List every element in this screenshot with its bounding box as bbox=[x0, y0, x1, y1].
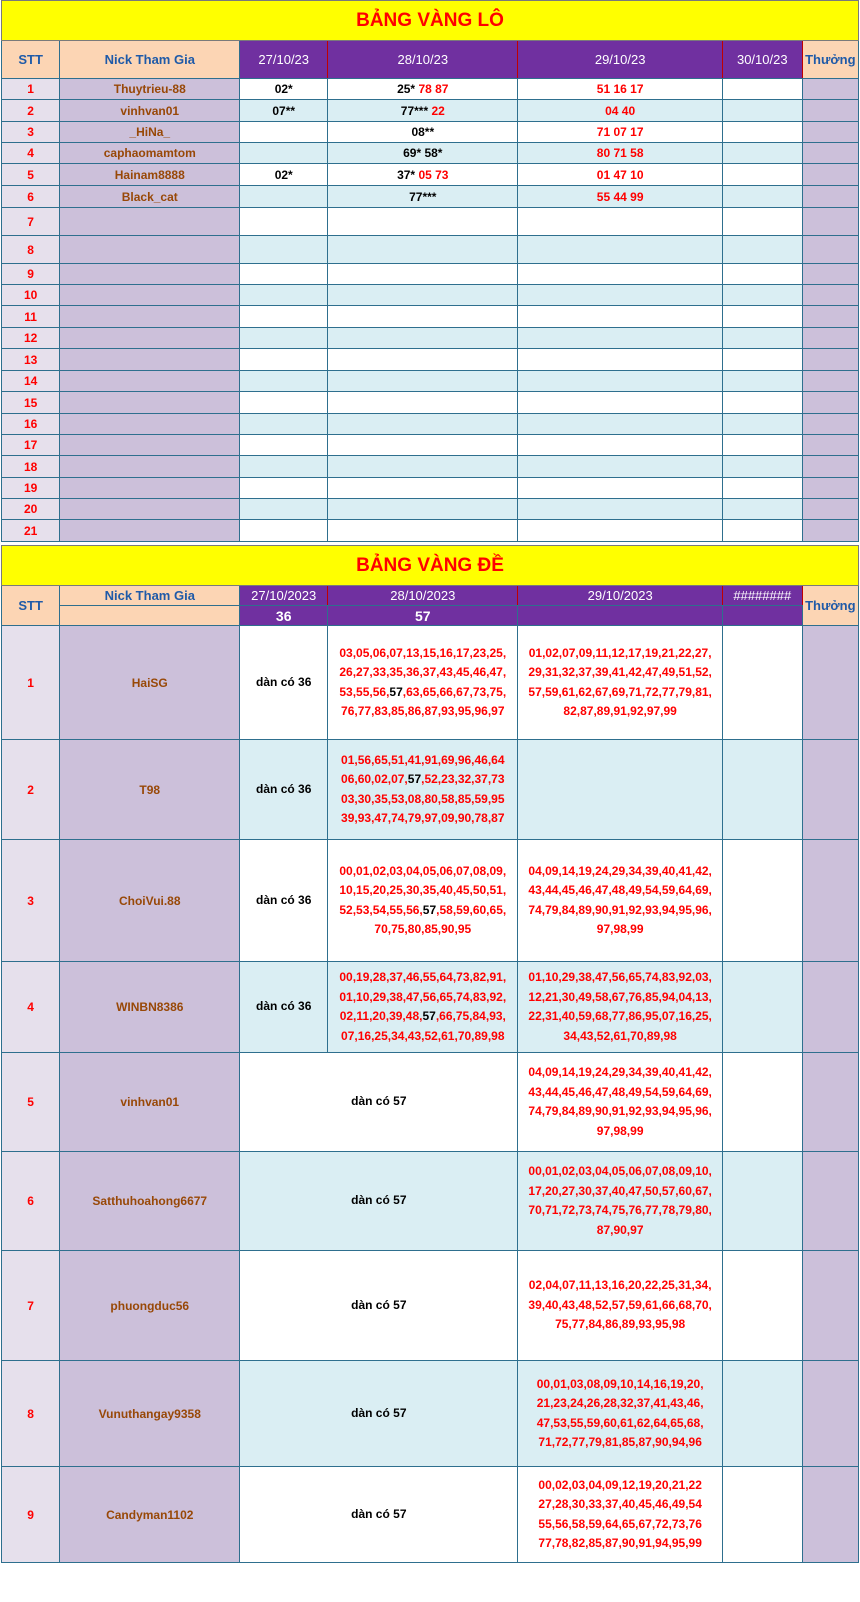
lo-row bbox=[2, 264, 859, 285]
lo-row-date-1 bbox=[240, 208, 328, 236]
lo-row-stt: 16 bbox=[2, 414, 60, 435]
de-row bbox=[2, 962, 859, 1053]
lo-row-nick bbox=[60, 264, 240, 285]
lo-row-date-4 bbox=[722, 208, 802, 236]
lo-row-date-3 bbox=[518, 328, 723, 349]
de-row-date-2-pre: 01,56,65,51,41,91,69,96,46,64 06,60,02,07, bbox=[341, 752, 505, 786]
de-row-date-1-2: dàn có 57 bbox=[240, 1053, 518, 1152]
lo-row-date-1 bbox=[240, 371, 328, 392]
de-row-nick: ChoiVui.88 bbox=[60, 840, 240, 962]
lo-row-stt: 6 bbox=[2, 186, 60, 208]
de-row-date-2-pre: 00,19,28,37,46,55,64,73,82,91, 01,10,29,38,47,56,65,74,83,92, 02,11,20,39,48, bbox=[339, 970, 507, 1023]
lo-header-nick: Nick Tham Gia bbox=[60, 41, 240, 79]
lo-header-thuong: Thưởng bbox=[802, 41, 858, 79]
lo-row-thuong bbox=[802, 164, 858, 186]
lo-row-thuong bbox=[802, 122, 858, 143]
de-row-nick: Satthuhoahong6677 bbox=[60, 1152, 240, 1251]
lo-row-date-2 bbox=[328, 306, 518, 328]
lo-row-thuong bbox=[802, 520, 858, 542]
de-row-date-1-2: dàn có 57 bbox=[240, 1251, 518, 1361]
lo-row-nick: Thuytrieu-88 bbox=[60, 79, 240, 100]
de-row-thuong bbox=[802, 740, 858, 840]
lo-row bbox=[2, 79, 859, 100]
de-header-thuong: Thưởng bbox=[802, 586, 858, 626]
de-header-nick-sub bbox=[60, 606, 240, 626]
lo-row-date-2 bbox=[328, 285, 518, 306]
lo-row-date-2 bbox=[328, 478, 518, 499]
de-row-date-3: 01,02,07,09,11,12,17,19,21,22,27, 29,31,32,37,39,41,42,47,49,51,52, 57,59,61,62,67,69,71,72,77,79,81, 82,87,89,91,92,97,99 bbox=[518, 626, 723, 740]
de-row-thuong bbox=[802, 1251, 858, 1361]
de-row bbox=[2, 1361, 859, 1467]
lo-row-date-4 bbox=[722, 520, 802, 542]
lo-row bbox=[2, 520, 859, 542]
lo-row-date-2-hits: 78 87 bbox=[415, 82, 449, 96]
lo-row bbox=[2, 164, 859, 186]
lo-row-date-2-hits: 22 bbox=[428, 103, 445, 118]
de-row-date-1-2: dàn có 57 bbox=[240, 1467, 518, 1563]
de-row-date-2 bbox=[328, 626, 518, 740]
lo-row-date-4 bbox=[722, 164, 802, 186]
lo-row-date-1: 02* bbox=[240, 79, 328, 100]
lo-row-date-4 bbox=[722, 143, 802, 164]
lo-row-nick bbox=[60, 371, 240, 392]
de-result-4 bbox=[722, 606, 802, 626]
lo-row-thuong bbox=[802, 328, 858, 349]
lo-row-date-2 bbox=[328, 186, 518, 208]
lo-row-stt: 13 bbox=[2, 349, 60, 371]
de-row-stt: 4 bbox=[2, 962, 60, 1053]
lo-row-date-1 bbox=[240, 414, 328, 435]
lo-row-stt: 1 bbox=[2, 79, 60, 100]
lo-row-stt: 17 bbox=[2, 435, 60, 456]
lo-row-date-3 bbox=[518, 236, 723, 264]
lo-row-nick bbox=[60, 208, 240, 236]
de-header-date-1: 27/10/2023 bbox=[240, 586, 328, 606]
de-header-date-4: ######## bbox=[722, 586, 802, 606]
lo-row-date-1 bbox=[240, 186, 328, 208]
lo-row-date-3: 01 47 10 bbox=[518, 164, 723, 186]
lo-row-date-3: 55 44 99 bbox=[518, 186, 723, 208]
lo-row bbox=[2, 349, 859, 371]
de-row-nick: HaiSG bbox=[60, 626, 240, 740]
lo-row-date-1 bbox=[240, 478, 328, 499]
de-row-date-4 bbox=[722, 1467, 802, 1563]
lo-row-nick bbox=[60, 285, 240, 306]
lo-header-stt: STT bbox=[2, 41, 60, 79]
de-row-date-2 bbox=[328, 840, 518, 962]
de-row-date-3: 00,01,02,03,04,05,06,07,08,09,10, 17,20,27,30,37,40,47,50,57,60,67, 70,71,72,73,74,75,76,77,78,79,80, 87,90,97 bbox=[518, 1152, 723, 1251]
lo-row-date-2-text: 69* 58* bbox=[403, 146, 443, 160]
lo-row-date-4 bbox=[722, 79, 802, 100]
lo-row-nick: _HiNa_ bbox=[60, 122, 240, 143]
de-row-date-1-2: dàn có 57 bbox=[240, 1152, 518, 1251]
lo-row-date-2 bbox=[328, 208, 518, 236]
de-result-3 bbox=[518, 606, 723, 626]
lo-row bbox=[2, 208, 859, 236]
de-row-thuong bbox=[802, 840, 858, 962]
de-row-date-2-hit: 57 bbox=[407, 772, 422, 786]
lo-row bbox=[2, 456, 859, 478]
de-row-stt: 6 bbox=[2, 1152, 60, 1251]
de-row-stt: 8 bbox=[2, 1361, 60, 1467]
de-row-stt: 7 bbox=[2, 1251, 60, 1361]
lo-row-date-2 bbox=[328, 79, 518, 100]
lo-row-nick: caphaomamtom bbox=[60, 143, 240, 164]
lo-row-date-2 bbox=[328, 371, 518, 392]
lo-row-date-4 bbox=[722, 122, 802, 143]
lo-row-date-3 bbox=[518, 414, 723, 435]
lo-row-nick bbox=[60, 392, 240, 414]
lo-header-date-2: 28/10/23 bbox=[328, 41, 518, 79]
lo-row-date-4 bbox=[722, 456, 802, 478]
de-row-date-2-pre: 00,01,02,03,04,05,06,07,08,09, 10,15,20,25,30,35,40,45,50,51, 52,53,54,55,56, bbox=[339, 863, 507, 917]
lo-row-date-4 bbox=[722, 236, 802, 264]
de-result-2: 57 bbox=[328, 606, 518, 626]
lo-row-date-1 bbox=[240, 328, 328, 349]
de-row-date-4 bbox=[722, 1361, 802, 1467]
de-row-date-2-post: ,52,23,32,37,73 03,30,35,53,08,80,58,85,59,95 39,93,47,74,79,97,09,90,78,87 bbox=[341, 772, 505, 825]
lo-row-thuong bbox=[802, 371, 858, 392]
lo-row bbox=[2, 143, 859, 164]
de-row-date-3: 04,09,14,19,24,29,34,39,40,41,42, 43,44,45,46,47,48,49,54,59,64,69, 74,79,84,89,90,91,92,93,94,95,96, 97,98,99 bbox=[518, 840, 723, 962]
lo-row bbox=[2, 414, 859, 435]
lo-row-date-4 bbox=[722, 328, 802, 349]
lo-row-thuong bbox=[802, 186, 858, 208]
lo-row-stt: 21 bbox=[2, 520, 60, 542]
lo-row-date-3 bbox=[518, 371, 723, 392]
de-row-date-3: 00,02,03,04,09,12,19,20,21,22 27,28,30,33,37,40,45,46,49,54 55,56,58,59,64,65,67,72,73,76 77,78,82,85,87,90,91,94,95,99 bbox=[518, 1467, 723, 1563]
lo-row bbox=[2, 435, 859, 456]
lo-row-nick: Hainam8888 bbox=[60, 164, 240, 186]
lo-row bbox=[2, 122, 859, 143]
de-row-date-4 bbox=[722, 1152, 802, 1251]
de-row bbox=[2, 740, 859, 840]
lo-row-stt: 2 bbox=[2, 100, 60, 122]
lo-row bbox=[2, 186, 859, 208]
de-row-stt: 5 bbox=[2, 1053, 60, 1152]
lo-row-date-2 bbox=[328, 164, 518, 186]
de-row-date-3: 01,10,29,38,47,56,65,74,83,92,03, 12,21,30,49,58,67,76,85,94,04,13, 22,31,40,59,68,77,86,95,07,16,25, 34,43,52,61,70,89,98 bbox=[518, 962, 723, 1053]
de-row-date-4 bbox=[722, 840, 802, 962]
lo-row-thuong bbox=[802, 414, 858, 435]
lo-row-date-1 bbox=[240, 435, 328, 456]
de-table bbox=[1, 545, 859, 1563]
lo-row-stt: 11 bbox=[2, 306, 60, 328]
de-row-nick: vinhvan01 bbox=[60, 1053, 240, 1152]
lo-row-date-1: 02* bbox=[240, 164, 328, 186]
lo-row bbox=[2, 371, 859, 392]
lo-row-thuong bbox=[802, 143, 858, 164]
lo-row-thuong bbox=[802, 306, 858, 328]
lo-row-date-3 bbox=[518, 435, 723, 456]
de-row-date-3 bbox=[518, 740, 723, 840]
lo-row-date-3 bbox=[518, 349, 723, 371]
lo-row-date-2-text: 25* bbox=[397, 82, 416, 96]
lo-row-thuong bbox=[802, 435, 858, 456]
lo-row-thuong bbox=[802, 100, 858, 122]
de-row-thuong bbox=[802, 626, 858, 740]
lo-row-thuong bbox=[802, 285, 858, 306]
lo-row-thuong bbox=[802, 236, 858, 264]
lo-row-date-3 bbox=[518, 208, 723, 236]
lo-row bbox=[2, 392, 859, 414]
lo-row bbox=[2, 499, 859, 520]
lo-row-stt: 9 bbox=[2, 264, 60, 285]
lo-row-date-3 bbox=[518, 499, 723, 520]
de-header-date-3: 29/10/2023 bbox=[518, 586, 723, 606]
de-row bbox=[2, 1152, 859, 1251]
lo-row-stt: 20 bbox=[2, 499, 60, 520]
lo-row-date-1 bbox=[240, 122, 328, 143]
de-result-1: 36 bbox=[240, 606, 328, 626]
lo-table bbox=[1, 0, 859, 542]
de-row-date-3: 02,04,07,11,13,16,20,22,25,31,34, 39,40,43,48,52,57,59,61,66,68,70, 75,77,84,86,89,93,95,98 bbox=[518, 1251, 723, 1361]
lo-row-date-1 bbox=[240, 349, 328, 371]
lo-row-date-4 bbox=[722, 306, 802, 328]
de-row-date-4 bbox=[722, 740, 802, 840]
de-header-date-2: 28/10/2023 bbox=[328, 586, 518, 606]
lo-row bbox=[2, 478, 859, 499]
lo-row-date-3 bbox=[518, 264, 723, 285]
lo-row-date-2 bbox=[328, 456, 518, 478]
lo-row-nick bbox=[60, 236, 240, 264]
lo-row-nick bbox=[60, 328, 240, 349]
lo-row-date-1 bbox=[240, 264, 328, 285]
de-row-nick: phuongduc56 bbox=[60, 1251, 240, 1361]
de-row-nick: WINBN8386 bbox=[60, 962, 240, 1053]
lo-row bbox=[2, 100, 859, 122]
de-row-date-4 bbox=[722, 1053, 802, 1152]
lo-row-date-2-text: 77*** bbox=[409, 189, 437, 204]
lo-row-stt: 5 bbox=[2, 164, 60, 186]
lo-row-date-2 bbox=[328, 520, 518, 542]
lo-row-date-3: 71 07 17 bbox=[518, 122, 723, 143]
lo-row-date-2-text: 37* bbox=[397, 167, 416, 182]
de-row-date-2 bbox=[328, 740, 518, 840]
lo-row-date-2 bbox=[328, 264, 518, 285]
de-row-date-3: 04,09,14,19,24,29,34,39,40,41,42, 43,44,45,46,47,48,49,54,59,64,69, 74,79,84,89,90,91,92,93,94,95,96, 97,98,99 bbox=[518, 1053, 723, 1152]
lo-row-date-2 bbox=[328, 499, 518, 520]
de-row bbox=[2, 1251, 859, 1361]
de-row bbox=[2, 626, 859, 740]
lo-row-date-4 bbox=[722, 349, 802, 371]
lo-row-date-1 bbox=[240, 520, 328, 542]
lo-row-stt: 19 bbox=[2, 478, 60, 499]
de-row-date-2-hit: 57 bbox=[389, 684, 403, 699]
de-row-stt: 2 bbox=[2, 740, 60, 840]
de-row-date-2-post: ,63,65,66,67,73,75, 76,77,83,85,86,87,93,95,96,97 bbox=[341, 684, 507, 718]
lo-row-stt: 8 bbox=[2, 236, 60, 264]
de-row-stt: 3 bbox=[2, 840, 60, 962]
lo-row-date-2 bbox=[328, 143, 518, 164]
lo-row-date-3 bbox=[518, 520, 723, 542]
de-row bbox=[2, 840, 859, 962]
lo-row-date-1 bbox=[240, 143, 328, 164]
lo-row-date-3: 80 71 58 bbox=[518, 143, 723, 164]
lo-row-nick bbox=[60, 414, 240, 435]
de-row-date-1: dàn có 36 bbox=[240, 962, 328, 1053]
de-row-thuong bbox=[802, 1361, 858, 1467]
de-row-date-1: dàn có 36 bbox=[240, 840, 328, 962]
de-row-date-3: 00,01,03,08,09,10,14,16,19,20, 21,23,24,26,28,32,37,41,43,46, 47,53,55,59,60,61,62,64,65,68, 71,72,77,79,81,85,87,90,94,96 bbox=[518, 1361, 723, 1467]
lo-row-date-4 bbox=[722, 435, 802, 456]
lo-row-date-1 bbox=[240, 306, 328, 328]
de-row-date-2-post: ,58,59,60,65, 70,75,80,85,90,95 bbox=[374, 902, 507, 936]
lo-row-date-4 bbox=[722, 186, 802, 208]
de-row-date-2-pre: 03,05,06,07,13,15,16,17,23,25, 26,27,33,35,36,37,43,45,46,47, 53,55,56, bbox=[339, 645, 507, 699]
lo-row-date-4 bbox=[722, 414, 802, 435]
lo-row-date-3 bbox=[518, 478, 723, 499]
lo-row-thuong bbox=[802, 456, 858, 478]
de-header-stt: STT bbox=[2, 586, 60, 626]
lo-row-stt: 12 bbox=[2, 328, 60, 349]
lo-row-date-3 bbox=[518, 392, 723, 414]
de-row-nick: T98 bbox=[60, 740, 240, 840]
lo-header-date-4: 30/10/23 bbox=[722, 41, 802, 79]
de-row-date-2-hit: 57 bbox=[422, 902, 437, 917]
lo-row-date-3 bbox=[518, 456, 723, 478]
de-row-nick: Vunuthangay9358 bbox=[60, 1361, 240, 1467]
lo-row bbox=[2, 328, 859, 349]
de-header-nick: Nick Tham Gia bbox=[60, 586, 240, 606]
de-row-date-2-hit: 57 bbox=[422, 1009, 436, 1023]
lo-row-nick bbox=[60, 349, 240, 371]
lo-row-date-1 bbox=[240, 285, 328, 306]
de-row-thuong bbox=[802, 1467, 858, 1563]
lo-row-thuong bbox=[802, 478, 858, 499]
de-row-thuong bbox=[802, 1152, 858, 1251]
lo-title: BẢNG VÀNG LÔ bbox=[2, 1, 859, 41]
lo-row-date-2 bbox=[328, 236, 518, 264]
lo-row-date-1 bbox=[240, 456, 328, 478]
lo-row-stt: 4 bbox=[2, 143, 60, 164]
lo-row-date-3: 51 16 17 bbox=[518, 79, 723, 100]
lo-row-stt: 15 bbox=[2, 392, 60, 414]
lo-row-stt: 18 bbox=[2, 456, 60, 478]
lo-row-thuong bbox=[802, 208, 858, 236]
lo-row bbox=[2, 236, 859, 264]
lo-row-date-4 bbox=[722, 285, 802, 306]
lo-row-nick bbox=[60, 478, 240, 499]
lo-row-date-1 bbox=[240, 236, 328, 264]
lo-row-date-2-text: 08** bbox=[411, 125, 435, 139]
de-row bbox=[2, 1053, 859, 1152]
lo-row-nick bbox=[60, 306, 240, 328]
lo-row-date-2 bbox=[328, 435, 518, 456]
lo-row-date-4 bbox=[722, 499, 802, 520]
de-title: BẢNG VÀNG ĐỀ bbox=[2, 546, 859, 586]
lo-row-date-3 bbox=[518, 285, 723, 306]
lo-row-stt: 7 bbox=[2, 208, 60, 236]
de-row bbox=[2, 1467, 859, 1563]
lo-row-nick bbox=[60, 499, 240, 520]
de-row-date-1: dàn có 36 bbox=[240, 626, 328, 740]
lo-row-date-2 bbox=[328, 414, 518, 435]
lo-row-date-2 bbox=[328, 392, 518, 414]
lo-row-nick: Black_cat bbox=[60, 186, 240, 208]
lo-header-date-3: 29/10/23 bbox=[518, 41, 723, 79]
lo-row-date-3 bbox=[518, 306, 723, 328]
lo-row-date-2 bbox=[328, 349, 518, 371]
lo-row-date-4 bbox=[722, 478, 802, 499]
lo-row-nick bbox=[60, 520, 240, 542]
de-row-thuong bbox=[802, 1053, 858, 1152]
lo-header-date-1: 27/10/23 bbox=[240, 41, 328, 79]
lo-row-thuong bbox=[802, 264, 858, 285]
lo-row-thuong bbox=[802, 79, 858, 100]
lo-row-date-1 bbox=[240, 392, 328, 414]
lo-row-nick bbox=[60, 435, 240, 456]
lo-row-date-2-hits: 05 73 bbox=[415, 167, 449, 182]
de-row-date-2 bbox=[328, 962, 518, 1053]
lo-row-stt: 10 bbox=[2, 285, 60, 306]
lo-row-thuong bbox=[802, 349, 858, 371]
lo-row-thuong bbox=[802, 392, 858, 414]
de-row-date-4 bbox=[722, 1251, 802, 1361]
lo-row-thuong bbox=[802, 499, 858, 520]
lo-row-nick: vinhvan01 bbox=[60, 100, 240, 122]
de-row-stt: 9 bbox=[2, 1467, 60, 1563]
lo-row-date-1 bbox=[240, 499, 328, 520]
de-row-date-2-post: ,66,75,84,93, 07,16,25,34,43,52,61,70,89,98 bbox=[341, 1009, 506, 1043]
de-row-date-4 bbox=[722, 626, 802, 740]
lo-row-date-2 bbox=[328, 100, 518, 122]
de-row-date-4 bbox=[722, 962, 802, 1053]
lo-row-stt: 14 bbox=[2, 371, 60, 392]
lo-row-date-3: 04 40 bbox=[518, 100, 723, 122]
lo-row-date-1: 07** bbox=[240, 100, 328, 122]
lo-row-date-2-text: 77*** bbox=[400, 103, 429, 118]
lo-row-date-4 bbox=[722, 371, 802, 392]
lo-row-date-4 bbox=[722, 100, 802, 122]
lo-row-date-4 bbox=[722, 392, 802, 414]
de-row-thuong bbox=[802, 962, 858, 1053]
lo-row-date-4 bbox=[722, 264, 802, 285]
lo-row-nick bbox=[60, 456, 240, 478]
lo-row bbox=[2, 306, 859, 328]
lo-row bbox=[2, 285, 859, 306]
de-row-stt: 1 bbox=[2, 626, 60, 740]
lo-row-date-2 bbox=[328, 328, 518, 349]
lo-row-date-2 bbox=[328, 122, 518, 143]
lo-row-stt: 3 bbox=[2, 122, 60, 143]
de-row-date-1-2: dàn có 57 bbox=[240, 1361, 518, 1467]
de-row-nick: Candyman1102 bbox=[60, 1467, 240, 1563]
de-row-date-1: dàn có 36 bbox=[240, 740, 328, 840]
